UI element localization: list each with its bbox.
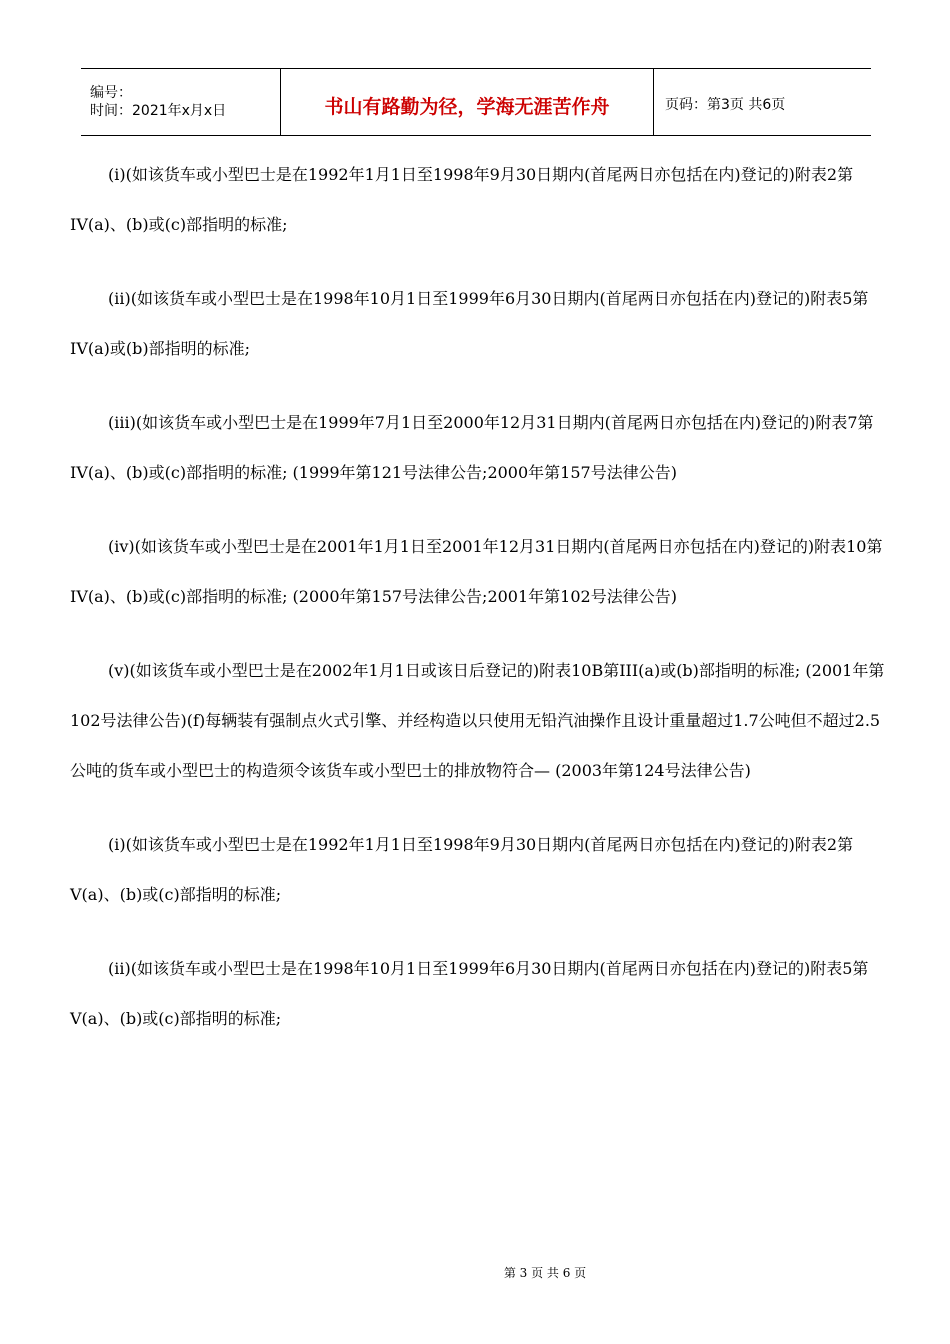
paragraph: (ii)(如该货车或小型巴士是在1998年10月1日至1999年6月30日期内(首尾两日亦包括在内)登记的)附表5第V(a)、(b)或(c)部指明的标准; [70, 959, 869, 1028]
header-motto: 书山有路勤为径，学海无涯苦作舟 [281, 69, 654, 135]
document-number-label: 编号： [90, 85, 132, 101]
header-page-info: 页码：第3页 共6页 [665, 97, 786, 113]
header-meta [81, 69, 281, 135]
document-body [70, 150, 885, 1068]
page-header [81, 68, 871, 136]
paragraph: (v)(如该货车或小型巴士是在2002年1月1日或该日后登记的)附表10B第III(a)或(b)部指明的标准; (2001年第102号法律公告)(f)每辆装有强制点火式引擎、并经构造以只使用无铅汽油操作且设计重量超过1.7公吨但不超过2.5公吨的货车或小型巴士的构造须令该货车或小型巴士的排放物符合— (2003年第124号法律公告) [70, 661, 885, 780]
paragraph: (i)(如该货车或小型巴士是在1992年1月1日至1998年9月30日期内(首尾两日亦包括在内)登记的)附表2第IV(a)、(b)或(c)部指明的标准; [70, 165, 854, 234]
paragraph: (iv)(如该货车或小型巴士是在2001年1月1日至2001年12月31日期内(首尾两日亦包括在内)登记的)附表10第IV(a)、(b)或(c)部指明的标准; (2000年第157号法律公告;2001年第102号法律公告) [70, 537, 883, 606]
paragraph: (iii)(如该货车或小型巴士是在1999年7月1日至2000年12月31日期内(首尾两日亦包括在内)登记的)附表7第IV(a)、(b)或(c)部指明的标准; (1999年第121号法律公告;2000年第157号法律公告) [70, 413, 874, 482]
document-time-label: 时间：2021年x月x日 [90, 103, 227, 119]
paragraph: (ii)(如该货车或小型巴士是在1998年10月1日至1999年6月30日期内(首尾两日亦包括在内)登记的)附表5第IV(a)或(b)部指明的标准; [70, 289, 869, 358]
page-footer: 第 3 页 共 6 页 [503, 1266, 587, 1280]
paragraph: (i)(如该货车或小型巴士是在1992年1月1日至1998年9月30日期内(首尾两日亦包括在内)登记的)附表2第V(a)、(b)或(c)部指明的标准; [70, 835, 854, 904]
